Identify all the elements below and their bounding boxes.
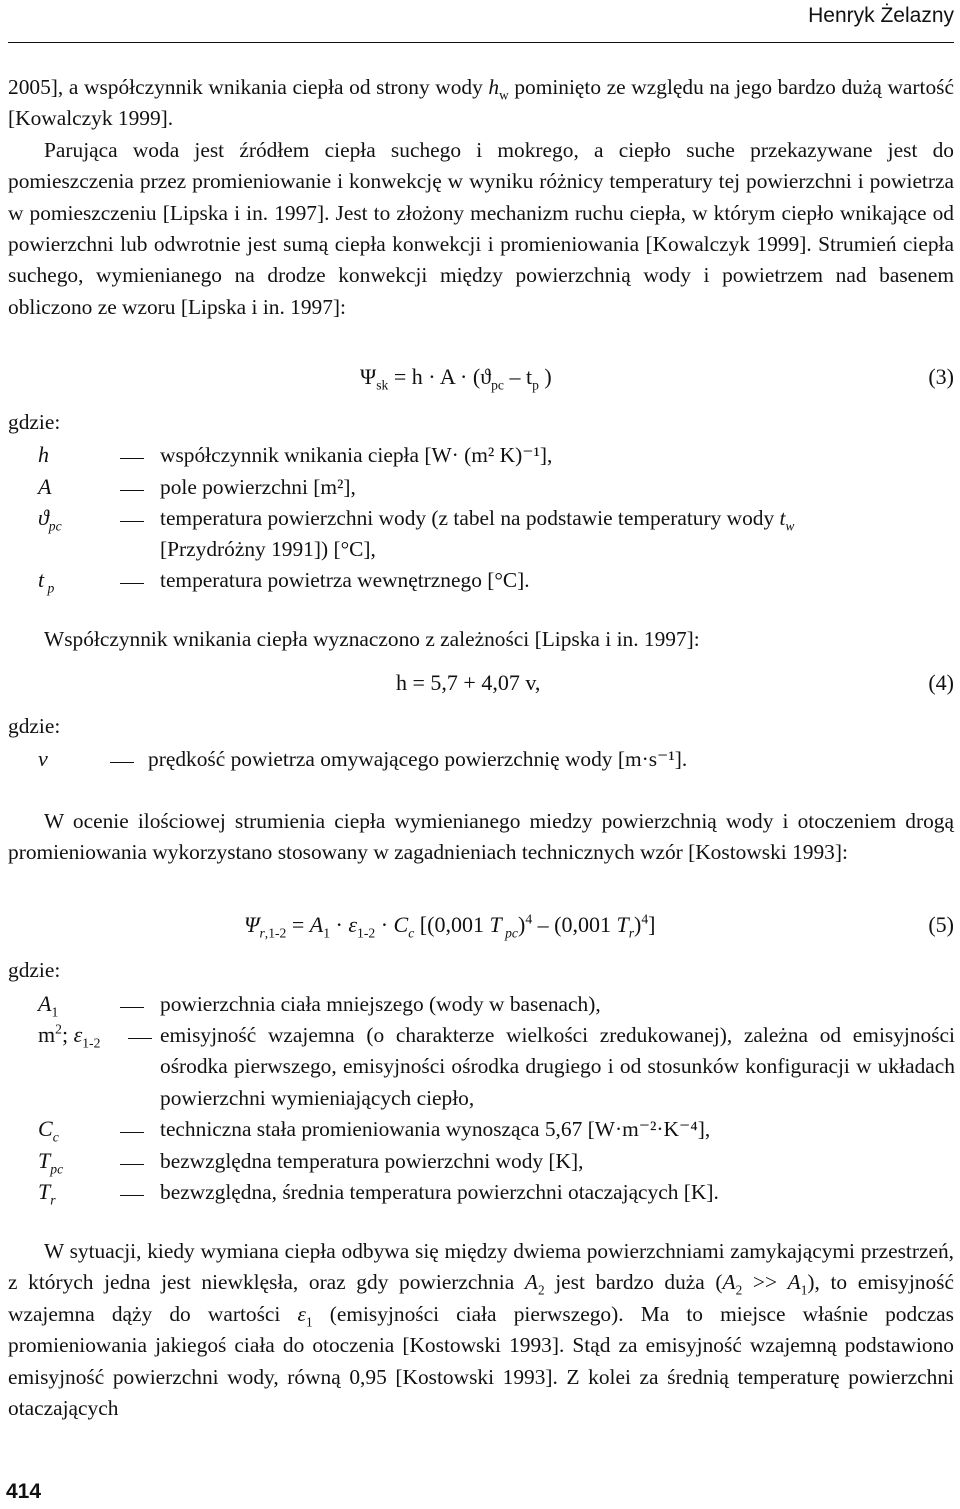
header-rule bbox=[8, 42, 954, 43]
def-tp: temperatura powietrza wewnętrznego [°C]. bbox=[160, 568, 530, 592]
def-dash bbox=[120, 521, 144, 522]
symbol-tp: t $_p$ bbox=[38, 567, 55, 596]
def-eps: emisyjność wzajemna (o charakterze wielkości zredukowanej), zależna od emisyjności ośrodka pierwszego, emisyjności ośrodka drugiego i od stosunków konfiguracji w układach powierzchni wymieniających ciepło, bbox=[160, 1023, 955, 1110]
def-dash bbox=[110, 762, 134, 763]
def-dash bbox=[120, 1164, 144, 1165]
symbol-A: A bbox=[38, 474, 52, 499]
def-h: współczynnik wnikania ciepła [W· (m² K)⁻¹], bbox=[160, 443, 553, 467]
def-dash bbox=[120, 1007, 144, 1008]
equation-4-number: (4) bbox=[928, 670, 954, 695]
paragraph-1: 2005], a współczynnik wnikania ciepła od strony wody $h_w$ pominięto ze względu na jego bardzo dużą wartość [Kowalczyk 1999]. bbox=[8, 75, 954, 131]
def-dash bbox=[120, 583, 144, 584]
equation-3-number: (3) bbox=[928, 364, 954, 389]
equation-5-number: (5) bbox=[928, 912, 954, 937]
symbol-theta-pc: $ϑ_{pc}$ bbox=[38, 505, 62, 534]
def-dash bbox=[120, 1195, 144, 1196]
def-A: pole powierzchni [m²], bbox=[160, 475, 356, 499]
def-v: prędkość powietrza omywającego powierzchnię wody [m·s⁻¹]. bbox=[148, 747, 688, 771]
paragraph-5: W sytuacji, kiedy wymiana ciepła odbywa się między dwiema powierzchniami zamykającymi przestrzeń, z których jedna jest niewklęsła, oraz gdy powierzchnia $A_2$ jest bardzo duża $(A_2 >> A_1)$, to emisyjność wzajemna dąży do wartości $\varepsilon_1$ (emisyjności ciała pierwszego). Ma to miejsce właśnie podczas promieniowania jakiegoś ciała do otoczenia [Kostowski 1993]. Stąd za emisyjność wzajemną podstawiono emisyjność powierzchni wody, równą 0,95 [Kostowski 1993]. Z kolei za średnią temperaturę powierzchni otaczających bbox=[8, 1239, 955, 1421]
def-dash bbox=[120, 1132, 144, 1133]
def-dash bbox=[120, 458, 144, 459]
paragraph-4: W ocenie ilościowej strumienia ciepła wymienianego miedzy powierzchnią wody i otoczeniem drogą promieniowania wykorzystano stosowany w zagadnieniach technicznych wzór [Kostowski 1993]: bbox=[8, 809, 954, 865]
symbol-v: v bbox=[38, 746, 48, 771]
equation-4: h = 5,7 + 4,07 v, bbox=[396, 670, 541, 695]
where-label-1: gdzie: bbox=[8, 410, 61, 434]
symbol-Cc: $C_c$ bbox=[38, 1116, 59, 1145]
def-theta-pc: temperatura powierzchni wody (z tabel na podstawie temperatury wody $t_w$ [Przydróżny 1991]) [°C], bbox=[160, 506, 795, 562]
equation-3: $\Psi_{sk} = h \cdot A \cdot (ϑ_{pc} - t_p$ ) bbox=[360, 364, 552, 393]
paragraph-3: Współczynnik wnikania ciepła wyznaczono z zależności [Lipska i in. 1997]: bbox=[44, 627, 700, 651]
symbol-A1: $A_1$ bbox=[38, 991, 59, 1020]
body-text-block-1 bbox=[8, 72, 954, 323]
symbol-eps: $m^2$; $\varepsilon_{1-2}$ bbox=[38, 1021, 101, 1051]
running-header-author: Henryk Żelazny bbox=[808, 4, 954, 27]
def-Cc: techniczna stała promieniowania wynosząca 5,67 [W·m⁻²·K⁻⁴], bbox=[160, 1117, 711, 1141]
symbol-Tpc: $T_{pc}$ bbox=[38, 1148, 64, 1177]
def-Tr: bezwzględna, średnia temperatura powierzchni otaczających [K]. bbox=[160, 1180, 719, 1204]
where-label-2: gdzie: bbox=[8, 714, 61, 738]
symbol-h: h bbox=[38, 442, 49, 467]
equation-5: $\Psi_{r,1-2} = A_1 \cdot \varepsilon_{1-2} \cdot C_c$ [(0,001 T $_{pc}$)$^4$ – (0,001 $T_r)^4$] bbox=[244, 911, 656, 941]
page-number: 414 bbox=[6, 1480, 42, 1503]
def-Tpc: bezwzględna temperatura powierzchni wody [K], bbox=[160, 1149, 584, 1173]
paragraph-2: Parująca woda jest źródłem ciepła suchego i mokrego, a ciepło suche przekazywane jest do pomieszczenia przez promieniowanie i konwekcję w wyniku różnicy temperatury tej powierzchni i powietrza w pomieszczeniu [Lipska i in. 1997]. Jest to złożony mechanizm ruchu ciepła, w którym ciepło wnikające od powierzchni lub odwrotnie jest sumą ciepła konwekcji i promieniowania [Kowalczyk 1999]. Strumień ciepła suchego, wymienianego na drodze konwekcji między powierzchnią wody i powietrzem nad basenem obliczono ze wzoru [Lipska i in. 1997]: bbox=[8, 137, 954, 319]
where-label-3: gdzie: bbox=[8, 958, 61, 982]
def-A1: powierzchnia ciała mniejszego (wody w basenach), bbox=[160, 992, 601, 1016]
symbol-Tr: $T_r$ bbox=[38, 1179, 56, 1208]
def-dash bbox=[128, 1038, 152, 1039]
def-dash bbox=[120, 490, 144, 491]
